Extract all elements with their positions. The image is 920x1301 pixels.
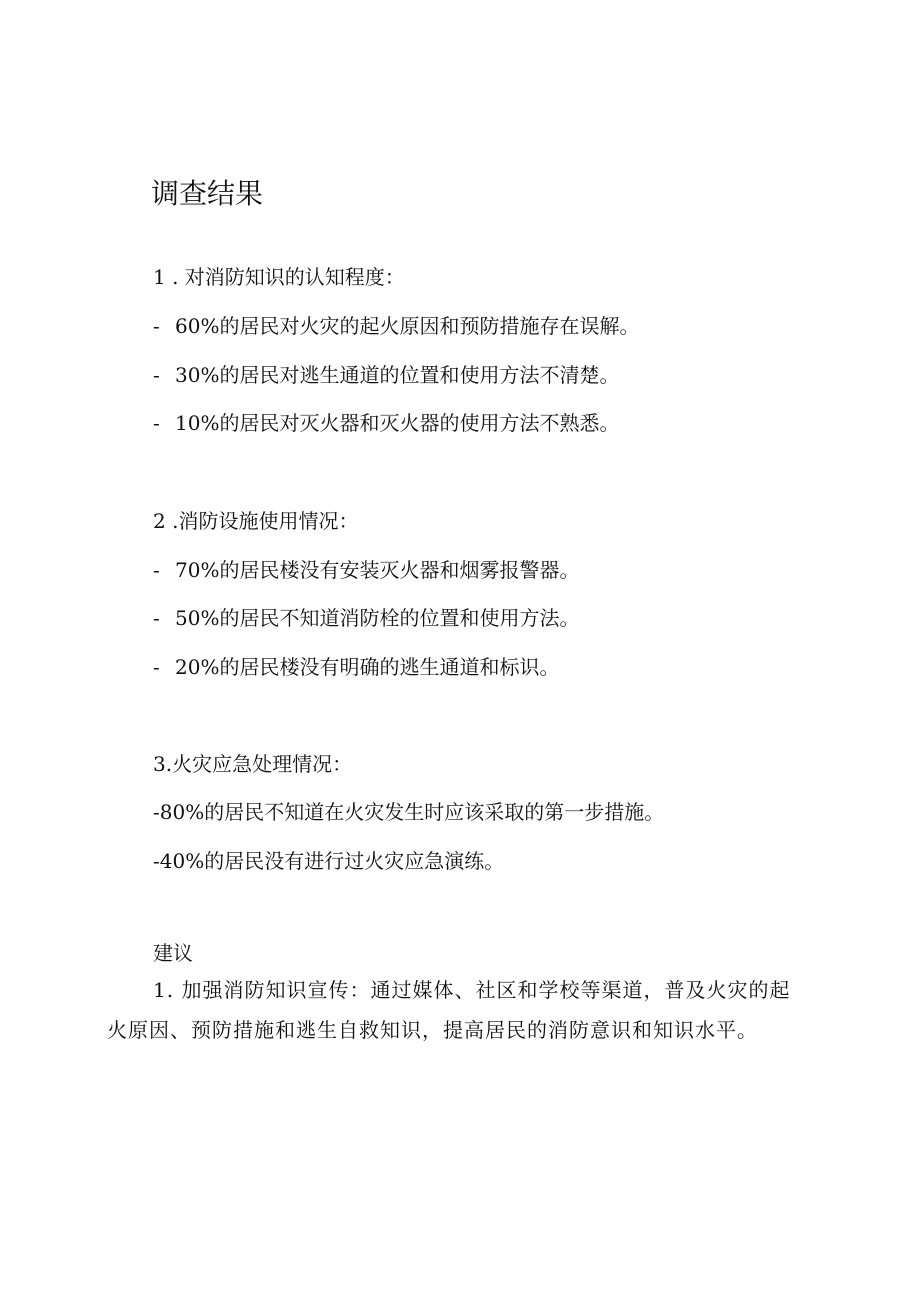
recommendation-paragraph-1: 1. 加强消防知识宣传：通过媒体、社区和学校等渠道，普及火灾的起火原因、预防措施和逃生自救知识，提高居民的消防意识和知识水平。 [107, 978, 791, 1042]
bullet-dash: - [153, 606, 160, 630]
bullet-dash: - [153, 558, 160, 582]
bullet-dash: - [153, 363, 160, 387]
page-title: 调查结果 [151, 177, 264, 210]
section-1-title: 1 . 对消防知识的认知程度： [153, 265, 405, 289]
recommendations-title: 建议 [153, 941, 193, 965]
section-3-item-2: -40%的居民没有进行过火灾应急演练。 [153, 849, 505, 873]
bullet-dash: - [153, 411, 160, 435]
section-1-item-1: - 60%的居民对火灾的起火原因和预防措施存在误解。 [153, 311, 639, 341]
bullet-dash: - [153, 655, 160, 679]
section-2-item-2: - 50%的居民不知道消防栓的位置和使用方法。 [153, 603, 579, 633]
section-1-item-2: - 30%的居民对逃生通道的位置和使用方法不清楚。 [153, 360, 619, 390]
section-3-title: 3.火灾应急处理情况： [153, 752, 353, 776]
section-2-title: 2 .消防设施使用情况： [153, 509, 359, 533]
section-3-item-1: -80%的居民不知道在火灾发生时应该采取的第一步措施。 [153, 800, 665, 824]
section-2-item-1: - 70%的居民楼没有安装灭火器和烟雾报警器。 [153, 555, 579, 585]
section-2-item-3: - 20%的居民楼没有明确的逃生通道和标识。 [153, 652, 559, 682]
bullet-dash: - [153, 314, 160, 338]
section-1-item-3: - 10%的居民对灭火器和灭火器的使用方法不熟悉。 [153, 408, 619, 438]
